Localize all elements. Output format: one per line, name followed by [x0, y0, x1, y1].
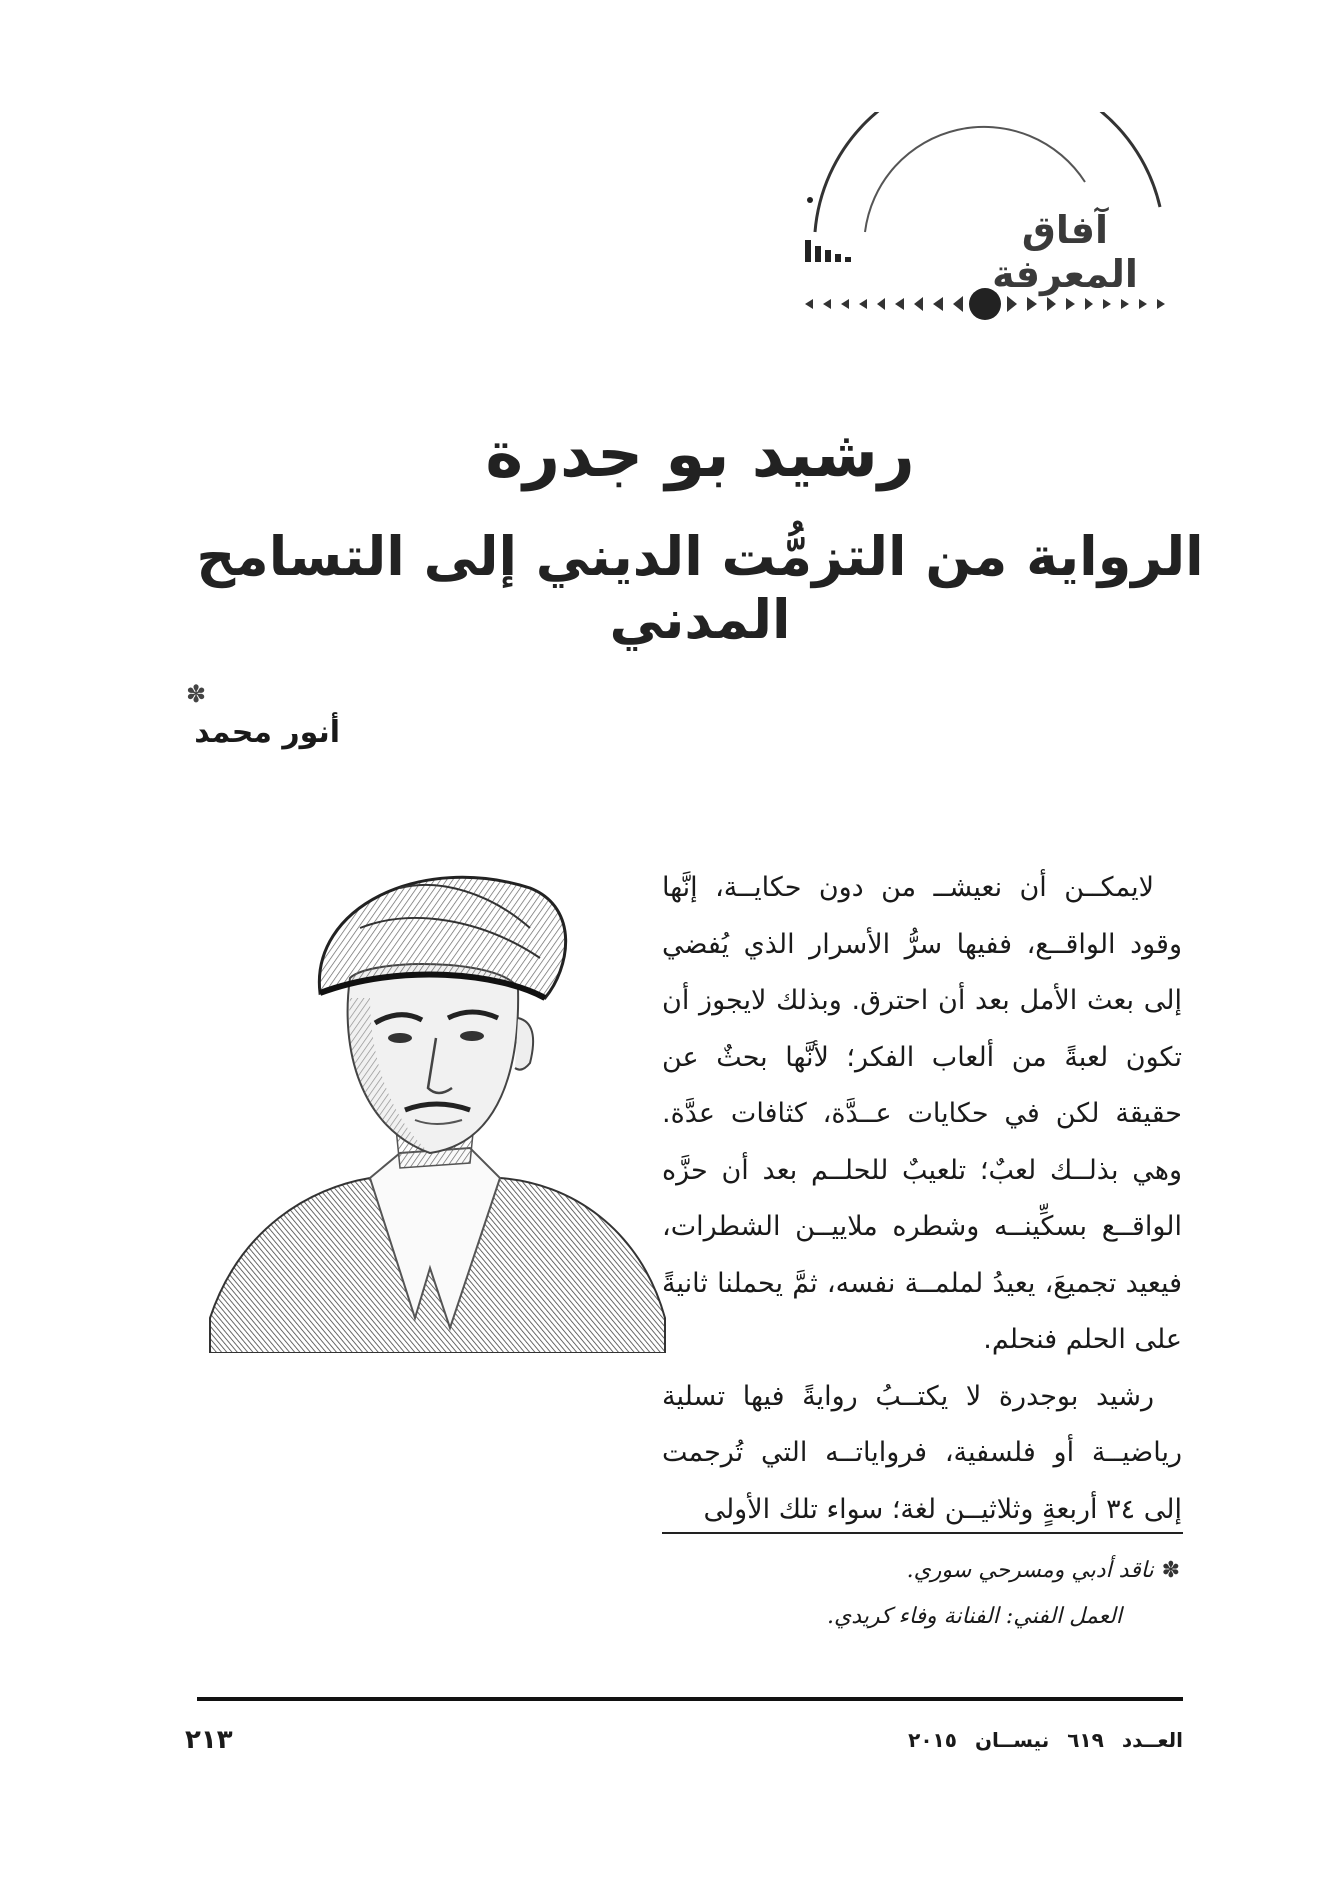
body-paragraph-2: رشيد بوجدرة لا يكتــبُ روايةً فيها تسلية رياضيــة أو فلسفية، فرواياتــه التي تُرجمت إلى ٣٤ أربعةٍ وثلاثيــن لغة؛ سواء تلك الأولى — [662, 1380, 1182, 1525]
issue-year: ٢٠١٥ — [908, 1728, 957, 1752]
footer-divider — [197, 1697, 1183, 1701]
article-body — [662, 860, 1182, 1538]
issue-number: ٦١٩ — [1067, 1728, 1104, 1752]
article-subtitle: الرواية من التزمُّت الديني إلى التسامح المدني — [196, 525, 1204, 651]
portrait-sketch-icon — [200, 848, 680, 1353]
author-name: أنور محمد — [194, 715, 340, 750]
footnote-text-1: ناقد أدبي ومسرحي سوري. — [906, 1558, 1154, 1583]
footnote-divider — [662, 1532, 1183, 1534]
footnote-author-bio — [700, 1558, 1180, 1583]
issue-month: نيســان — [974, 1728, 1050, 1752]
section-logo-text: آفاق المعرفة — [992, 208, 1138, 296]
issue-label: العــدد — [1121, 1728, 1183, 1752]
footnote-artwork-credit: العمل الفني: الفنانة وفاء كريدي. — [826, 1604, 1122, 1629]
author-footnote-marker-icon: ✽ — [186, 680, 207, 708]
body-paragraph-1: لايمكــن أن نعيشــ من دون حكايــة، إنَّها وقود الواقــع، ففيها سرُّ الأسرار الذي يُفضي إلى بعث الأمل بعد أن احترق. وبذلك لايجوز أن تكون لعبةً من ألعاب الفكر؛ لأنَّها بحثٌ عن حقيقة لكن في حكايات عــدَّة، كثافات عدَّة. وهي بذلــك لعبٌ؛ تلعيبٌ للحلــم بعد أن حزَّه الواقــع بسكِّينــه وشطره ملاييــن الشطرات، فيعيد تجميعَ، يعيدُ لملمــة نفسه، ثمَّ يحملنا ثانيةً على الحلم فنحلم. — [662, 872, 1182, 1355]
author-portrait — [200, 848, 680, 1353]
page-number: ٢١٣ — [185, 1725, 233, 1755]
footnote-marker-icon: ✽ — [1161, 1558, 1180, 1583]
issue-info — [860, 1728, 1183, 1752]
article-title: رشيد بو جدرة — [485, 418, 915, 492]
